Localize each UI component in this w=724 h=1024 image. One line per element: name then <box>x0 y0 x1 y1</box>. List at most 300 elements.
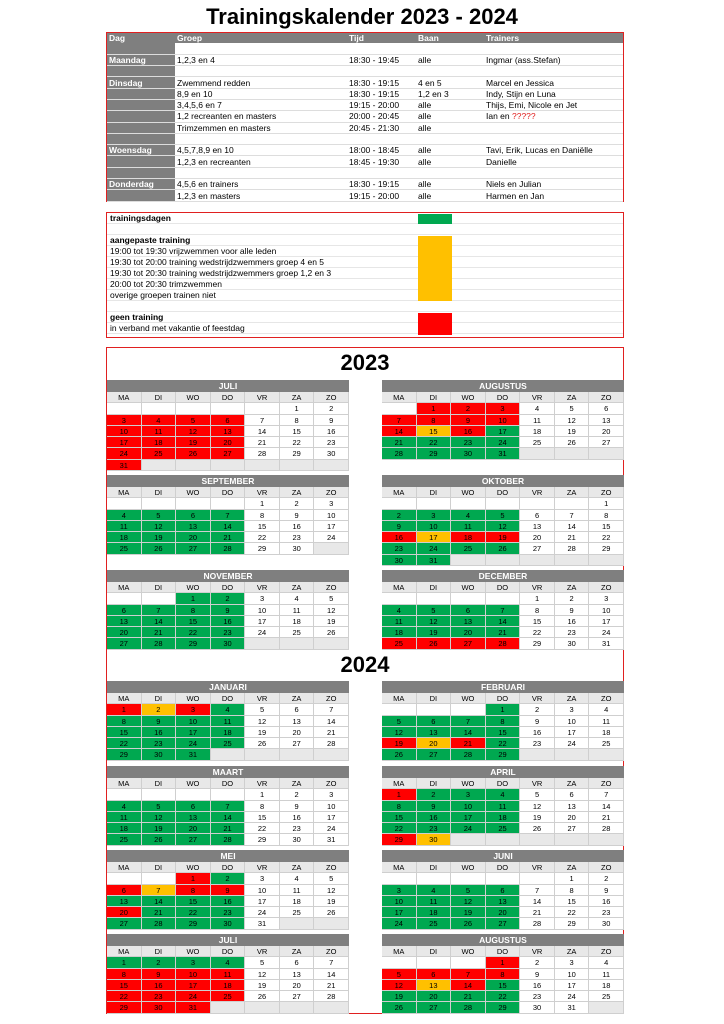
day-cell: 5 <box>417 605 452 616</box>
weekday-header: DI <box>142 582 177 593</box>
day-cell: 28 <box>451 749 486 760</box>
day-cell: 3 <box>176 957 211 968</box>
schedule-cell-tijd <box>347 54 416 65</box>
day-cell: 20 <box>451 627 486 638</box>
day-cell: 14 <box>486 616 521 627</box>
day-cell: 6 <box>589 403 624 414</box>
day-cell: 19 <box>486 532 521 543</box>
day-cell: 7 <box>142 885 177 896</box>
day-cell: 13 <box>211 426 246 437</box>
day-cell: 6 <box>520 510 555 521</box>
schedule-cell-dag <box>107 179 175 190</box>
day-cell: 28 <box>211 543 246 554</box>
weekday-header: WO <box>451 693 486 704</box>
day-cell: 15 <box>107 980 142 991</box>
month-calendar <box>382 475 624 566</box>
empty-day-cell <box>176 789 211 800</box>
day-cell: 21 <box>486 627 521 638</box>
day-cell: 31 <box>589 638 624 649</box>
weekday-header: DO <box>486 946 521 957</box>
day-cell: 16 <box>211 616 246 627</box>
day-cell: 29 <box>245 543 280 554</box>
day-cell: 16 <box>211 896 246 907</box>
empty-day-cell <box>211 498 246 509</box>
schedule-cell-text: 3,4,5,6 en 7 <box>177 100 222 111</box>
day-cell: 25 <box>211 991 246 1002</box>
weekday-header: MA <box>382 862 417 873</box>
day-cell: 22 <box>555 907 590 918</box>
day-cell: 31 <box>245 918 280 929</box>
weekday-header: WO <box>451 778 486 789</box>
training-schedule-table <box>106 32 624 202</box>
day-cell: 11 <box>589 969 624 980</box>
schedule-row <box>107 145 623 156</box>
day-cell: 24 <box>245 627 280 638</box>
day-cell: 21 <box>211 532 246 543</box>
day-cell: 28 <box>486 638 521 649</box>
empty-day-cell <box>142 403 177 414</box>
day-cell: 27 <box>176 543 211 554</box>
day-cell: 20 <box>486 907 521 918</box>
weekday-header: DI <box>417 778 452 789</box>
day-cell: 13 <box>486 896 521 907</box>
day-cell: 16 <box>417 812 452 823</box>
empty-day-cell <box>555 555 590 566</box>
day-cell: 5 <box>314 873 349 884</box>
month-name: DECEMBER <box>382 570 624 582</box>
day-cell: 26 <box>520 823 555 834</box>
day-cell: 2 <box>211 873 246 884</box>
day-cell: 17 <box>314 521 349 532</box>
day-cell: 2 <box>520 704 555 715</box>
month-name: OKTOBER <box>382 475 624 487</box>
schedule-cell-groep <box>175 190 347 201</box>
day-cell: 29 <box>486 749 521 760</box>
weekday-header: WO <box>176 693 211 704</box>
month-grid <box>382 693 624 761</box>
weekday-header: WO <box>176 582 211 593</box>
day-cell: 26 <box>555 437 590 448</box>
page-title: Trainingskalender 2023 - 2024 <box>206 4 518 29</box>
day-cell: 24 <box>555 738 590 749</box>
day-cell: 10 <box>314 801 349 812</box>
weekday-header: VR <box>245 946 280 957</box>
schedule-cell-text: alle <box>418 145 432 156</box>
day-cell: 16 <box>280 521 315 532</box>
day-cell: 4 <box>211 704 246 715</box>
day-cell: 21 <box>142 907 177 918</box>
schedule-cell-groep <box>175 145 347 156</box>
weekday-header: ZA <box>280 946 315 957</box>
day-cell: 20 <box>107 907 142 918</box>
day-cell: 23 <box>211 627 246 638</box>
day-cell: 16 <box>142 727 177 738</box>
weekday-header: MA <box>382 693 417 704</box>
weekday-header: DI <box>142 862 177 873</box>
schedule-row <box>107 122 623 133</box>
weekday-header: WO <box>451 862 486 873</box>
day-cell: 23 <box>280 823 315 834</box>
day-cell: 24 <box>451 823 486 834</box>
day-cell: 20 <box>107 627 142 638</box>
day-cell: 26 <box>382 749 417 760</box>
day-cell: 1 <box>417 403 452 414</box>
day-cell: 22 <box>245 532 280 543</box>
empty-day-cell <box>555 498 590 509</box>
weekday-header: DI <box>417 946 452 957</box>
month-name: JUNI <box>382 850 624 862</box>
day-cell: 23 <box>142 738 177 749</box>
day-cell: 15 <box>176 616 211 627</box>
empty-day-cell <box>142 498 177 509</box>
weekday-header: ZA <box>280 582 315 593</box>
weekday-header: MA <box>107 582 142 593</box>
empty-day-cell <box>589 749 624 760</box>
weekday-header: DI <box>417 487 452 498</box>
empty-day-cell <box>417 873 452 884</box>
day-cell: 1 <box>382 789 417 800</box>
schedule-row <box>107 54 623 65</box>
day-cell: 31 <box>417 555 452 566</box>
day-cell: 27 <box>451 638 486 649</box>
empty-day-cell <box>245 460 280 471</box>
schedule-cell-dag <box>107 99 175 110</box>
weekday-header: VR <box>245 487 280 498</box>
day-cell: 11 <box>486 801 521 812</box>
day-cell: 3 <box>382 885 417 896</box>
day-cell: 18 <box>107 532 142 543</box>
empty-day-cell <box>142 593 177 604</box>
day-cell: 18 <box>211 727 246 738</box>
day-cell: 12 <box>520 801 555 812</box>
day-cell: 17 <box>486 426 521 437</box>
day-cell: 6 <box>280 704 315 715</box>
schedule-row <box>107 156 623 167</box>
day-cell: 5 <box>382 969 417 980</box>
schedule-cell-text: 18:00 - 18:45 <box>349 145 400 156</box>
day-cell: 11 <box>211 969 246 980</box>
empty-day-cell <box>211 1002 246 1013</box>
day-cell: 17 <box>589 616 624 627</box>
day-cell: 13 <box>280 716 315 727</box>
legend-spacer <box>107 301 623 312</box>
day-cell: 6 <box>176 510 211 521</box>
schedule-cell-text: 4 en 5 <box>418 77 442 88</box>
weekday-header: ZA <box>280 862 315 873</box>
day-cell: 14 <box>314 969 349 980</box>
schedule-cell-text: Marcel en Jessica <box>486 77 555 88</box>
day-cell: 12 <box>142 521 177 532</box>
month-name: MEI <box>107 850 349 862</box>
schedule-cell-baan <box>416 167 484 178</box>
day-cell: 8 <box>107 716 142 727</box>
day-cell: 31 <box>107 460 142 471</box>
day-cell: 16 <box>451 426 486 437</box>
day-cell: 22 <box>486 991 521 1002</box>
day-cell: 13 <box>176 812 211 823</box>
schedule-cell-groep <box>175 88 347 99</box>
day-cell: 26 <box>486 543 521 554</box>
weekday-header: ZA <box>555 946 590 957</box>
legend-spacer <box>107 224 623 235</box>
schedule-cell-text: alle <box>418 156 432 167</box>
schedule-row <box>107 77 623 88</box>
day-cell: 21 <box>382 437 417 448</box>
weekday-header: DO <box>211 693 246 704</box>
day-cell: 10 <box>107 426 142 437</box>
day-cell: 23 <box>520 738 555 749</box>
day-cell: 4 <box>280 593 315 604</box>
day-cell: 3 <box>589 593 624 604</box>
month-calendar <box>382 681 624 761</box>
schedule-cell-text: 18:30 - 19:15 <box>349 77 400 88</box>
day-cell: 19 <box>555 426 590 437</box>
schedule-cell-text: Danielle <box>486 156 517 167</box>
schedule-cell-baan <box>416 43 484 54</box>
day-cell: 6 <box>107 605 142 616</box>
empty-day-cell <box>142 460 177 471</box>
month-grid <box>107 693 349 761</box>
empty-day-cell <box>142 873 177 884</box>
day-cell: 7 <box>314 704 349 715</box>
day-cell: 4 <box>589 704 624 715</box>
day-cell: 16 <box>314 426 349 437</box>
schedule-header-cell: Trainers <box>484 33 623 43</box>
day-cell: 25 <box>589 991 624 1002</box>
empty-day-cell <box>142 789 177 800</box>
schedule-row <box>107 88 623 99</box>
day-cell: 19 <box>176 437 211 448</box>
day-cell: 5 <box>314 593 349 604</box>
empty-day-cell <box>555 834 590 845</box>
day-cell: 18 <box>280 896 315 907</box>
day-cell: 6 <box>555 789 590 800</box>
day-cell: 25 <box>280 907 315 918</box>
day-cell: 6 <box>486 885 521 896</box>
schedule-cell-text: alle <box>418 122 432 133</box>
schedule-cell-trainers <box>484 167 623 178</box>
schedule-cell-trainers <box>484 156 623 167</box>
day-cell: 26 <box>142 543 177 554</box>
weekday-header: ZA <box>280 392 315 403</box>
schedule-cell-text: 1,2,3 en 4 <box>177 54 215 65</box>
day-cell: 13 <box>451 616 486 627</box>
month-calendar <box>107 475 349 555</box>
day-cell: 15 <box>245 521 280 532</box>
schedule-cell-baan <box>416 133 484 144</box>
day-cell: 26 <box>142 834 177 845</box>
empty-day-cell <box>280 918 315 929</box>
weekday-header: VR <box>245 778 280 789</box>
schedule-cell-trainers <box>484 43 623 54</box>
day-cell: 20 <box>520 532 555 543</box>
day-cell: 3 <box>245 593 280 604</box>
day-cell: 30 <box>417 834 452 845</box>
empty-day-cell <box>211 749 246 760</box>
day-cell: 22 <box>520 627 555 638</box>
day-cell: 8 <box>245 510 280 521</box>
schedule-cell-trainers <box>484 99 623 110</box>
weekday-header: MA <box>382 778 417 789</box>
day-cell: 19 <box>314 616 349 627</box>
empty-day-cell <box>211 460 246 471</box>
day-cell: 11 <box>107 812 142 823</box>
schedule-cell-dag <box>107 122 175 133</box>
day-cell: 15 <box>589 521 624 532</box>
schedule-row <box>107 66 623 77</box>
day-cell: 26 <box>314 627 349 638</box>
day-cell: 3 <box>486 403 521 414</box>
day-cell: 11 <box>280 885 315 896</box>
day-cell: 8 <box>417 415 452 426</box>
weekday-header: VR <box>520 778 555 789</box>
schedule-cell-trainers <box>484 179 623 190</box>
month-grid <box>382 487 624 566</box>
day-cell: 11 <box>417 896 452 907</box>
day-cell: 17 <box>176 727 211 738</box>
day-cell: 17 <box>314 812 349 823</box>
day-cell: 22 <box>486 738 521 749</box>
schedule-cell-text: alle <box>418 190 432 201</box>
schedule-cell-dag <box>107 66 175 77</box>
month-calendar <box>107 380 349 471</box>
schedule-cell-text: 18:30 - 19:15 <box>349 179 400 190</box>
day-cell: 15 <box>245 812 280 823</box>
schedule-cell-trainers <box>484 122 623 133</box>
empty-day-cell <box>417 704 452 715</box>
day-cell: 20 <box>589 426 624 437</box>
empty-day-cell <box>176 498 211 509</box>
day-cell: 2 <box>589 873 624 884</box>
empty-day-cell <box>589 448 624 459</box>
day-cell: 30 <box>520 1002 555 1013</box>
weekday-header: VR <box>245 392 280 403</box>
day-cell: 24 <box>589 627 624 638</box>
weekday-header: DI <box>417 693 452 704</box>
schedule-cell-dag <box>107 156 175 167</box>
day-cell: 25 <box>486 823 521 834</box>
month-grid <box>107 778 349 846</box>
schedule-cell-tijd <box>347 156 416 167</box>
weekday-header: DI <box>417 582 452 593</box>
day-cell: 21 <box>211 823 246 834</box>
day-cell: 31 <box>555 1002 590 1013</box>
weekday-header: ZO <box>589 487 624 498</box>
day-cell: 31 <box>176 749 211 760</box>
empty-day-cell <box>486 834 521 845</box>
weekday-header: MA <box>107 946 142 957</box>
weekday-header: WO <box>176 862 211 873</box>
weekday-header: DI <box>417 862 452 873</box>
day-cell: 29 <box>176 638 211 649</box>
schedule-cell-dag <box>107 77 175 88</box>
weekday-header: MA <box>107 778 142 789</box>
schedule-cell-text: Indy, Stijn en Luna <box>486 88 556 99</box>
empty-day-cell <box>451 957 486 968</box>
weekday-header: ZA <box>555 862 590 873</box>
schedule-cell-dag <box>107 88 175 99</box>
schedule-cell-text: Tavi, Erik, Lucas en Daniëlle <box>486 145 593 156</box>
day-cell: 25 <box>107 834 142 845</box>
weekday-header: DO <box>486 693 521 704</box>
legend-adjusted-item: 19:30 tot 20:00 training wedstrijdzwemmers groep 4 en 5 <box>107 257 623 268</box>
schedule-cell-text: alle <box>418 111 432 122</box>
day-cell: 12 <box>142 812 177 823</box>
day-cell: 17 <box>382 907 417 918</box>
schedule-cell-tijd <box>347 99 416 110</box>
day-cell: 20 <box>417 738 452 749</box>
day-cell: 4 <box>382 605 417 616</box>
schedule-cell-tijd <box>347 167 416 178</box>
weekday-header: ZO <box>314 946 349 957</box>
day-cell: 30 <box>382 555 417 566</box>
day-cell: 14 <box>314 716 349 727</box>
day-cell: 16 <box>520 727 555 738</box>
day-cell: 27 <box>486 918 521 929</box>
schedule-cell-groep <box>175 167 347 178</box>
weekday-header: WO <box>176 487 211 498</box>
day-cell: 18 <box>589 727 624 738</box>
weekday-header: ZO <box>589 693 624 704</box>
day-cell: 13 <box>520 521 555 532</box>
day-cell: 10 <box>176 969 211 980</box>
day-cell: 23 <box>142 991 177 1002</box>
month-name: AUGUSTUS <box>382 380 624 392</box>
day-cell: 16 <box>520 980 555 991</box>
day-cell: 14 <box>142 616 177 627</box>
month-grid <box>382 862 624 930</box>
day-cell: 27 <box>107 918 142 929</box>
day-cell: 3 <box>555 704 590 715</box>
weekday-header: DO <box>211 392 246 403</box>
schedule-cell-groep <box>175 54 347 65</box>
schedule-cell-trainers <box>484 54 623 65</box>
day-cell: 14 <box>451 980 486 991</box>
day-cell: 29 <box>382 834 417 845</box>
schedule-cell-text: 4,5,7,8,9 en 10 <box>177 145 234 156</box>
month-calendar <box>107 850 349 930</box>
day-cell: 28 <box>142 638 177 649</box>
day-cell: 7 <box>314 957 349 968</box>
day-cell: 11 <box>107 521 142 532</box>
weekday-header: ZO <box>314 487 349 498</box>
day-cell: 26 <box>245 738 280 749</box>
empty-day-cell <box>555 749 590 760</box>
day-cell: 30 <box>555 638 590 649</box>
day-cell: 15 <box>176 896 211 907</box>
schedule-cell-tijd <box>347 133 416 144</box>
month-grid <box>382 778 624 846</box>
empty-day-cell <box>245 749 280 760</box>
weekday-header: ZO <box>589 946 624 957</box>
day-cell: 21 <box>520 907 555 918</box>
weekday-header: DI <box>142 693 177 704</box>
day-cell: 11 <box>280 605 315 616</box>
day-cell: 10 <box>417 521 452 532</box>
day-cell: 24 <box>176 991 211 1002</box>
empty-day-cell <box>314 638 349 649</box>
day-cell: 2 <box>280 789 315 800</box>
day-cell: 9 <box>211 605 246 616</box>
day-cell: 5 <box>245 957 280 968</box>
schedule-cell-groep <box>175 133 347 144</box>
day-cell: 4 <box>589 957 624 968</box>
weekday-header: MA <box>382 946 417 957</box>
day-cell: 25 <box>142 448 177 459</box>
day-cell: 15 <box>555 896 590 907</box>
weekday-header: ZA <box>555 487 590 498</box>
weekday-header: WO <box>451 946 486 957</box>
